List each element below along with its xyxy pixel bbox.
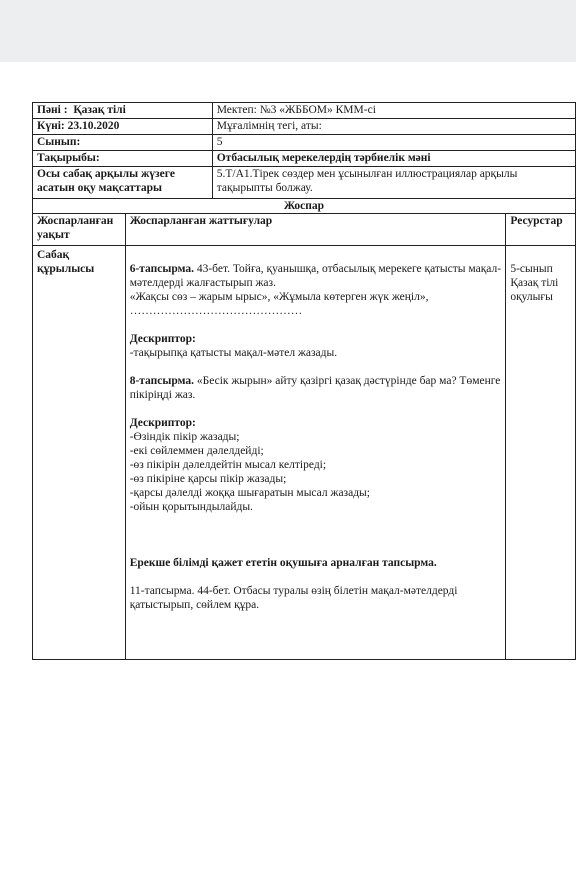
subject-label: Пәні : [37, 104, 68, 116]
task-6-dots: ……………………………………… [129, 305, 303, 317]
teacher-cell: Мұғалімнің тегі, аты: [212, 119, 575, 135]
class-label: Сынып: [33, 135, 213, 151]
special-task-head: Ерекше білімді қажет ететін оқушыға арналған тапсырма. [129, 557, 437, 569]
descriptor-2-item: -қарсы дәлелді жоққа шығаратын мысал жазады; [129, 487, 370, 499]
date-cell: Күні: 23.10.2020 [33, 119, 213, 135]
resources-cell: 5-сынып Қазақ тілі оқулығы [506, 246, 576, 660]
document-page [0, 62, 576, 896]
descriptor-2-item: -ойын қорытындылайды. [129, 501, 253, 513]
descriptor-1-head: Дескриптор: [129, 333, 196, 345]
row-lesson-body [33, 246, 576, 660]
task-6 [130, 262, 502, 290]
task-8-head: 8-тапсырма. [129, 375, 194, 387]
row-class [33, 135, 576, 151]
topic-value: Отбасылық мерекелердің тәрбиелік мәні [212, 151, 575, 167]
task-6-proverbs: «Жақсы сөз – жарым ырыс», «Жұмыла көтерген жүк жеңіл», [129, 291, 429, 303]
plan-title: Жоспар [33, 199, 576, 214]
task-11: 11-тапсырма. 44-бет. Отбасы туралы өзің білетін мақал-мәтелдерді қатыстырып, сөйлем құра. [129, 585, 458, 611]
col-resources-header: Ресурстар [506, 214, 576, 246]
top-bar [0, 0, 576, 62]
row-topic [33, 151, 576, 167]
exercises-cell [125, 246, 506, 660]
task-8 [130, 374, 502, 402]
descriptor-2-item: -екі сөйлеммен дәлелдейді; [129, 445, 264, 457]
goal-value: 5.Т/А1.Тірек сөздер мен ұсынылған иллюстрациялар арқылы тақырыпты болжау. [212, 167, 575, 199]
descriptor-2-head: Дескриптор: [129, 417, 196, 429]
class-value: 5 [212, 135, 575, 151]
row-subject [33, 103, 576, 119]
descriptor-2-item: -Өзіндік пікір жазады; [129, 431, 240, 443]
row-plan-header [33, 214, 576, 246]
task-6-head: 6-тапсырма. [129, 263, 194, 275]
row-goal [33, 167, 576, 199]
topic-label: Тақырыбы: [33, 151, 213, 167]
row-plan-title [33, 199, 576, 214]
descriptor-2-item: -өз пікірін дәлелдейтін мысал келтіреді; [129, 459, 327, 471]
col-exercises-header: Жоспарланған жаттығулар [125, 214, 506, 246]
descriptor-2-item: -өз пікіріне қарсы пікір жазады; [129, 473, 287, 485]
task-8-text: «Бесік жырын» айту қазіргі қазақ дәстүрінде бар ма? Төменге пікіріңді жаз. [129, 375, 501, 401]
row-date [33, 119, 576, 135]
task-6-text: 43-бет. Тойға, қуанышқа, отбасылық мерекеге қатысты мақал-мәтелдерді жалғастырып жаз. [129, 263, 502, 289]
lesson-plan-table [32, 102, 576, 660]
subject-value: Қазақ тілі [73, 104, 126, 116]
descriptor-1-item: -тақырыпқа қатысты мақал-мәтел жазады. [129, 347, 338, 359]
subject-cell [33, 103, 213, 119]
goal-label: Осы сабақ арқылы жүзеге асатын оқу мақсаттары [33, 167, 213, 199]
col-time-header: Жоспарланған уақыт [33, 214, 126, 246]
school-cell: Мектеп: №3 «ЖББОМ» КММ-сі [212, 103, 575, 119]
stage-cell: Сабақ құрылысы [33, 246, 126, 660]
